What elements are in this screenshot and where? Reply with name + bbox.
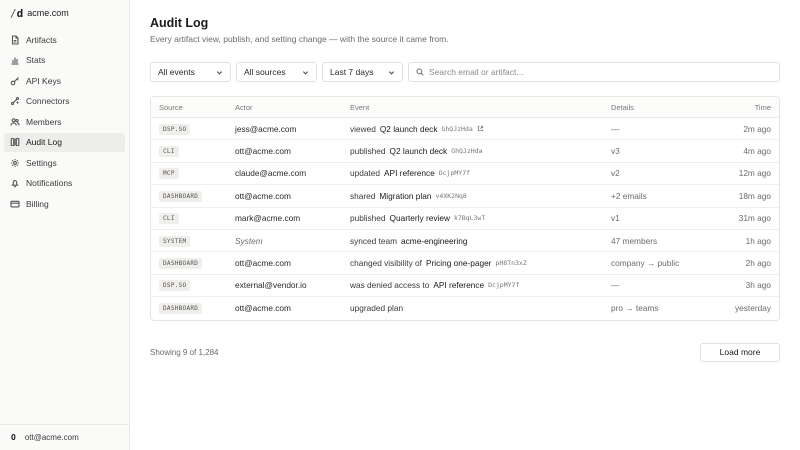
actor-cell: external@vendor.io (235, 280, 307, 291)
source-badge: DSP.SO (159, 124, 190, 135)
table-row[interactable] (151, 230, 779, 252)
event-action: updated (350, 168, 380, 179)
table-header (151, 97, 779, 118)
sidebar-item-label: Artifacts (26, 34, 57, 45)
event-object-link[interactable]: API reference (384, 168, 435, 179)
table-row[interactable] (151, 252, 779, 274)
events-filter-value: All events (158, 67, 195, 77)
table-row[interactable] (151, 297, 779, 319)
artifact-id: DcjpMY7f (438, 169, 471, 178)
details-cell: 47 members (611, 235, 658, 246)
bell-icon (10, 178, 20, 188)
source-cell (151, 212, 235, 224)
users-icon (10, 117, 20, 127)
audit-log-table (150, 96, 780, 321)
source-cell (151, 167, 235, 179)
sidebar-item-label: Notifications (26, 178, 73, 188)
event-cell (350, 280, 611, 290)
source-cell (151, 123, 235, 135)
event-action: published (350, 146, 386, 157)
brand-name: acme.com (27, 8, 69, 18)
artifact-id: k7BqL3wT (453, 214, 486, 223)
details-cell: v3 (611, 146, 620, 157)
sidebar-item-stats[interactable] (4, 51, 125, 70)
sidebar-item-audit-log[interactable] (4, 133, 125, 152)
source-badge: MCP (159, 168, 179, 179)
details-cell: v1 (611, 213, 620, 224)
column-header-actor: Actor (235, 102, 253, 112)
event-cell (350, 124, 611, 134)
time-cell: yesterday (735, 303, 771, 314)
time-cell: 18m ago (738, 190, 771, 201)
details-cell: pro → teams (611, 303, 659, 314)
time-cell: 12m ago (738, 168, 771, 179)
column-header-source: Source (159, 102, 183, 112)
sidebar-item-label: Audit Log (26, 137, 62, 147)
details-cell: +2 emails (611, 190, 647, 201)
time-cell: 31m ago (738, 213, 771, 224)
artifact-id: GhQJzHda (451, 147, 483, 156)
event-cell (350, 303, 611, 313)
sidebar-item-connectors[interactable] (4, 92, 125, 111)
credit-card-icon (10, 199, 20, 209)
source-cell (151, 279, 235, 291)
actor-cell: ott@acme.com (235, 146, 291, 157)
page-subtitle: Every artifact view, publish, and setting change — with the source it came from. (150, 34, 449, 44)
search-icon (416, 68, 424, 76)
actor-cell: ott@acme.com (235, 190, 291, 201)
event-action: was denied access to (350, 280, 430, 291)
event-object-link[interactable]: Migration plan (379, 190, 432, 201)
sidebar-item-notifications[interactable] (4, 174, 125, 193)
plug-icon (10, 96, 20, 106)
source-cell (151, 190, 235, 202)
avatar: O (11, 433, 16, 442)
load-more-button[interactable]: Load more (700, 343, 780, 362)
search-box[interactable] (408, 62, 780, 82)
sidebar-item-billing[interactable] (4, 194, 125, 213)
source-cell (151, 145, 235, 157)
actor-cell: ott@acme.com (235, 258, 291, 269)
actor-cell: claude@acme.com (235, 168, 307, 179)
sidebar-item-label: API Keys (26, 75, 61, 86)
actor-cell: mark@acme.com (235, 213, 301, 224)
event-object-link[interactable]: Quarterly review (389, 213, 450, 224)
artifact-id: GhQJzHda (441, 124, 473, 133)
account-email: ott@acme.com (24, 433, 79, 442)
brand-logo (10, 7, 22, 20)
event-object-link[interactable]: API reference (433, 280, 485, 291)
source-badge: SYSTEM (159, 236, 190, 247)
column-header-event: Event (350, 102, 370, 112)
details-cell: company → public (611, 258, 680, 269)
artifact-id: DcjpMY7f (488, 281, 520, 290)
sidebar-item-label: Stats (26, 55, 46, 65)
source-badge: DASHBOARD (159, 191, 202, 202)
file-icon (10, 35, 20, 45)
table-row[interactable] (151, 185, 779, 207)
event-cell (350, 191, 611, 201)
event-action: changed visibility of (350, 258, 422, 269)
sidebar-nav (0, 26, 129, 213)
sidebar-item-label: Connectors (26, 96, 70, 106)
source-badge: DASHBOARD (159, 303, 202, 314)
table-row[interactable] (151, 275, 779, 297)
time-cell: 2h ago (745, 258, 771, 269)
event-object-link[interactable]: acme-engineering (401, 235, 468, 246)
artifact-id: v4XK2Nq8 (435, 191, 467, 200)
sidebar-item-label: Billing (26, 198, 49, 209)
audit-icon (10, 137, 20, 147)
filter-bar (150, 62, 780, 82)
sidebar (0, 0, 130, 450)
brand-logo-letter: d (16, 6, 23, 20)
source-cell (151, 235, 235, 247)
brand-logo-slash: / (10, 6, 16, 20)
table-row[interactable] (151, 118, 779, 140)
event-action: shared (350, 190, 376, 201)
event-object-link[interactable]: Q2 launch deck (389, 146, 448, 157)
brand[interactable] (0, 0, 129, 26)
main-content (130, 0, 800, 450)
sources-filter-value: All sources (244, 67, 286, 77)
event-cell (350, 236, 611, 246)
event-action: synced team (350, 235, 398, 246)
event-action: published (350, 213, 386, 224)
sources-filter-select[interactable] (236, 62, 317, 82)
table-row[interactable] (151, 140, 779, 162)
details-cell: — (611, 123, 620, 134)
table-row[interactable] (151, 208, 779, 230)
search-input[interactable] (429, 67, 729, 77)
time-cell: 1h ago (745, 235, 771, 246)
bar-chart-icon (10, 55, 20, 65)
event-cell (350, 258, 611, 268)
source-badge: DASHBOARD (159, 258, 202, 269)
source-cell (151, 302, 235, 314)
actor-cell: jess@acme.com (235, 123, 297, 134)
key-icon (10, 76, 20, 86)
sidebar-item-settings[interactable] (4, 153, 125, 172)
event-cell (350, 168, 611, 178)
results-count: Showing 9 of 1,284 (150, 347, 219, 357)
pagination-bar (150, 343, 780, 362)
details-cell: — (611, 280, 620, 291)
details-cell: v2 (611, 168, 620, 179)
event-object-link[interactable]: Pricing one-pager (425, 258, 492, 269)
date-range-value: Last 7 days (330, 67, 374, 77)
table-row[interactable] (151, 163, 779, 185)
time-cell: 3h ago (745, 280, 771, 291)
external-link-icon[interactable] (477, 125, 484, 132)
source-cell (151, 257, 235, 269)
sidebar-item-label: Members (26, 116, 62, 127)
source-badge: DSP.SO (159, 280, 190, 291)
chevron-down-icon (388, 69, 395, 76)
event-cell (350, 146, 611, 156)
account-footer[interactable] (0, 424, 129, 450)
table-body (151, 118, 779, 320)
sidebar-item-api-keys[interactable] (4, 71, 125, 90)
sidebar-item-artifacts[interactable] (4, 30, 125, 49)
event-action: viewed (350, 123, 376, 134)
gear-icon (10, 158, 20, 168)
chevron-down-icon (216, 69, 223, 76)
sidebar-item-members[interactable] (4, 112, 125, 131)
date-range-select[interactable] (322, 62, 403, 82)
column-header-time: Time (754, 102, 771, 112)
event-action: upgraded plan (350, 303, 404, 314)
chevron-down-icon (302, 69, 309, 76)
artifact-id: pH8Tn3xZ (495, 259, 527, 268)
time-cell: 2m ago (743, 123, 771, 134)
time-cell: 4m ago (743, 146, 771, 157)
page-title: Audit Log (150, 16, 209, 30)
source-badge: CLI (159, 213, 179, 224)
sidebar-item-label: Settings (26, 157, 57, 168)
event-cell (350, 213, 611, 223)
source-badge: CLI (159, 146, 179, 157)
actor-cell: System (235, 235, 263, 246)
actor-cell: ott@acme.com (235, 303, 291, 314)
event-object-link[interactable]: Q2 launch deck (379, 123, 438, 134)
events-filter-select[interactable] (150, 62, 231, 82)
column-header-details: Details (611, 102, 634, 112)
